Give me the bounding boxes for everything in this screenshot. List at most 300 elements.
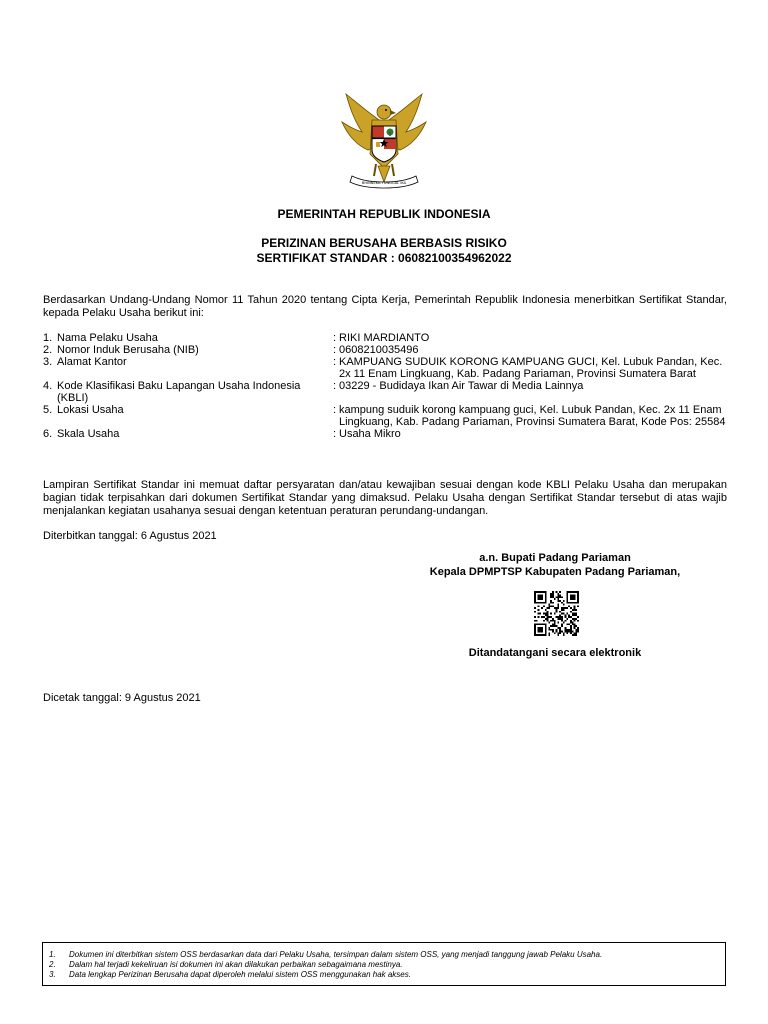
qr-module — [570, 629, 572, 631]
qr-module — [552, 602, 554, 604]
qr-module — [574, 620, 576, 622]
qr-module — [559, 600, 561, 602]
qr-module — [547, 613, 549, 615]
footnote-text: Data lengkap Perizinan Berusaha dapat diperoleh melalui sistem OSS menggunakan hak akses. — [69, 970, 411, 979]
qr-module — [568, 616, 570, 618]
footnote-number: 3. — [49, 970, 56, 979]
qr-module — [575, 634, 577, 636]
qr-module — [566, 598, 568, 600]
qr-module — [545, 613, 547, 615]
qr-module — [545, 631, 547, 633]
qr-module — [570, 591, 572, 593]
qr-module — [570, 607, 572, 609]
emblem-motto: BHINNEKA TUNGGAL IKA — [361, 181, 407, 185]
qr-module — [552, 618, 554, 620]
qr-module — [577, 616, 579, 618]
qr-module — [557, 593, 559, 595]
qr-module — [561, 596, 563, 598]
qr-module — [548, 634, 550, 636]
qr-module — [559, 591, 561, 593]
field-value: Usaha Mikro — [339, 428, 401, 440]
qr-module — [565, 629, 567, 631]
qr-module — [561, 609, 563, 611]
qr-module — [547, 607, 549, 609]
qr-module — [572, 602, 574, 604]
qr-code-icon[interactable] — [534, 591, 579, 636]
qr-module — [572, 631, 574, 633]
qr-module — [577, 595, 579, 597]
qr-module — [538, 629, 540, 631]
qr-module — [557, 605, 559, 607]
qr-module — [543, 634, 545, 636]
qr-module — [572, 613, 574, 615]
qr-module — [563, 609, 565, 611]
field-number: 3. — [43, 356, 53, 368]
qr-module — [574, 591, 576, 593]
qr-module — [572, 623, 574, 625]
qr-module — [556, 611, 558, 613]
qr-module — [574, 625, 576, 627]
qr-module — [554, 598, 556, 600]
qr-module — [557, 634, 559, 636]
field-colon: : — [333, 332, 337, 344]
qr-module — [548, 607, 550, 609]
qr-module — [574, 627, 576, 629]
field-row-kbli — [43, 380, 733, 404]
qr-module — [534, 616, 536, 618]
field-number: 4. — [43, 380, 53, 392]
qr-module — [566, 632, 568, 634]
footnote-item — [49, 960, 719, 970]
qr-module — [568, 591, 570, 593]
qr-module — [539, 598, 541, 600]
qr-module — [541, 595, 543, 597]
qr-module — [534, 623, 536, 625]
field-colon: : — [333, 404, 337, 416]
qr-module — [541, 627, 543, 629]
qr-module — [565, 616, 567, 618]
qr-module — [574, 623, 576, 625]
qr-module — [538, 605, 540, 607]
qr-module — [566, 629, 568, 631]
qr-module — [534, 627, 536, 629]
qr-module — [557, 595, 559, 597]
qr-module — [534, 631, 536, 633]
qr-module — [574, 596, 576, 598]
field-row-business-scale — [43, 428, 733, 440]
qr-module — [561, 623, 563, 625]
qr-module — [545, 609, 547, 611]
qr-module — [557, 598, 559, 600]
qr-module — [575, 625, 577, 627]
field-value: 0608210035496 — [339, 344, 419, 356]
government-heading: PEMERINTAH REPUBLIK INDONESIA — [277, 207, 491, 221]
qr-module — [548, 622, 550, 624]
qr-module — [574, 614, 576, 616]
qr-module — [538, 631, 540, 633]
qr-module — [550, 605, 552, 607]
qr-module — [554, 632, 556, 634]
qr-module — [550, 620, 552, 622]
qr-module — [543, 602, 545, 604]
qr-module — [550, 613, 552, 615]
qr-module — [543, 623, 545, 625]
intro-paragraph: Berdasarkan Undang-Undang Nomor 11 Tahun 2020 tentang Cipta Kerja, Pemerintah Republik Indonesia menerbitkan Sertifikat Standar, kepada Pelaku Usaha berikut ini: — [43, 294, 727, 319]
qr-module — [538, 634, 540, 636]
qr-module — [563, 600, 565, 602]
qr-module — [538, 609, 540, 611]
qr-module — [556, 629, 558, 631]
qr-module — [568, 602, 570, 604]
qr-module — [541, 596, 543, 598]
qr-module — [545, 602, 547, 604]
qr-module — [536, 620, 538, 622]
qr-module — [543, 613, 545, 615]
qr-module — [536, 591, 538, 593]
qr-module — [565, 631, 567, 633]
footnote-text: Dalam hal terjadi kekeliruan isi dokumen ini akan dilakukan perbaikan sebagaimana mestinya. — [69, 960, 403, 969]
qr-module — [566, 593, 568, 595]
qr-module — [550, 602, 552, 604]
qr-module — [556, 591, 558, 593]
qr-module — [577, 598, 579, 600]
printed-date: Dicetak tanggal: 9 Agustus 2021 — [43, 692, 201, 704]
qr-module — [545, 629, 547, 631]
business-fields — [43, 332, 733, 440]
qr-module — [547, 611, 549, 613]
qr-module — [552, 593, 554, 595]
qr-module — [568, 629, 570, 631]
qr-module — [545, 596, 547, 598]
qr-module — [539, 634, 541, 636]
qr-module — [572, 614, 574, 616]
qr-module — [577, 631, 579, 633]
qr-module — [557, 622, 559, 624]
qr-module — [566, 600, 568, 602]
qr-module — [572, 595, 574, 597]
qr-module — [547, 618, 549, 620]
qr-module — [538, 598, 540, 600]
qr-module — [575, 632, 577, 634]
qr-module — [570, 622, 572, 624]
qr-module — [539, 591, 541, 593]
qr-module — [552, 595, 554, 597]
qr-module — [550, 625, 552, 627]
qr-module — [538, 623, 540, 625]
field-label: Lokasi Usaha — [57, 404, 124, 416]
field-row-business-location — [43, 404, 733, 428]
qr-module — [557, 627, 559, 629]
qr-module — [574, 613, 576, 615]
qr-module — [543, 620, 545, 622]
qr-module — [556, 625, 558, 627]
qr-module — [559, 632, 561, 634]
qr-module — [566, 602, 568, 604]
qr-module — [575, 609, 577, 611]
qr-module — [570, 598, 572, 600]
qr-module — [541, 591, 543, 593]
qr-module — [566, 618, 568, 620]
qr-module — [534, 596, 536, 598]
qr-module — [554, 607, 556, 609]
qr-module — [577, 596, 579, 598]
qr-module — [545, 634, 547, 636]
qr-module — [574, 602, 576, 604]
qr-module — [554, 622, 556, 624]
qr-module — [554, 625, 556, 627]
qr-module — [572, 591, 574, 593]
qr-module — [534, 620, 536, 622]
qr-module — [538, 596, 540, 598]
field-colon: : — [333, 428, 337, 440]
qr-module — [565, 627, 567, 629]
qr-module — [557, 604, 559, 606]
qr-module — [572, 598, 574, 600]
qr-module — [534, 634, 536, 636]
field-value: RIKI MARDIANTO — [339, 332, 430, 344]
qr-module — [539, 602, 541, 604]
qr-module — [563, 604, 565, 606]
qr-module — [577, 593, 579, 595]
qr-module — [545, 591, 547, 593]
qr-module — [541, 598, 543, 600]
qr-module — [552, 629, 554, 631]
qr-module — [548, 629, 550, 631]
qr-module — [572, 618, 574, 620]
qr-module — [577, 620, 579, 622]
qr-module — [574, 618, 576, 620]
qr-module — [557, 632, 559, 634]
qr-module — [541, 607, 543, 609]
issued-date: Diterbitkan tanggal: 6 Agustus 2021 — [43, 530, 217, 542]
field-number: 1. — [43, 332, 53, 344]
field-number: 5. — [43, 404, 53, 416]
qr-module — [547, 620, 549, 622]
footnote-item — [49, 950, 719, 960]
qr-module — [563, 607, 565, 609]
qr-module — [545, 600, 547, 602]
qr-module — [557, 616, 559, 618]
qr-module — [552, 591, 554, 593]
qr-module — [536, 602, 538, 604]
qr-module — [563, 622, 565, 624]
qr-module — [568, 623, 570, 625]
qr-module — [561, 613, 563, 615]
field-row-office-address — [43, 356, 733, 380]
qr-module — [566, 613, 568, 615]
qr-module — [557, 600, 559, 602]
qr-module — [559, 611, 561, 613]
footnote-text: Dokumen ini diterbitkan sistem OSS berdasarkan data dari Pelaku Usaha, tersimpan dalam sistem OSS, yang menjadi tanggung jawab Pelaku Usaha. — [69, 950, 603, 959]
qr-module — [577, 591, 579, 593]
qr-module — [556, 596, 558, 598]
qr-module — [575, 591, 577, 593]
qr-module — [545, 593, 547, 595]
garuda-emblem-icon — [332, 92, 436, 196]
qr-module — [536, 623, 538, 625]
qr-module — [570, 595, 572, 597]
qr-module — [539, 595, 541, 597]
qr-module — [552, 631, 554, 633]
footnotes-box — [42, 942, 726, 986]
qr-module — [548, 604, 550, 606]
qr-module — [559, 614, 561, 616]
footnote-number: 1. — [49, 950, 56, 959]
qr-module — [541, 634, 543, 636]
qr-module — [545, 623, 547, 625]
qr-module — [538, 613, 540, 615]
qr-module — [538, 595, 540, 597]
qr-module — [545, 627, 547, 629]
qr-module — [554, 623, 556, 625]
qr-module — [552, 605, 554, 607]
qr-module — [559, 595, 561, 597]
qr-module — [545, 595, 547, 597]
qr-module — [574, 607, 576, 609]
qr-module — [575, 602, 577, 604]
qr-module — [565, 620, 567, 622]
qr-module — [545, 618, 547, 620]
field-colon: : — [333, 356, 337, 368]
qr-module — [548, 632, 550, 634]
qr-module — [563, 613, 565, 615]
qr-module — [534, 629, 536, 631]
qr-module — [545, 632, 547, 634]
qr-module — [539, 623, 541, 625]
qr-module — [575, 613, 577, 615]
qr-module — [575, 614, 577, 616]
qr-module — [545, 598, 547, 600]
qr-module — [538, 602, 540, 604]
qr-module — [566, 623, 568, 625]
field-value: 03229 - Budidaya Ikan Air Tawar di Media Lainnya — [339, 380, 584, 392]
qr-module — [554, 620, 556, 622]
qr-module — [552, 625, 554, 627]
qr-module — [559, 627, 561, 629]
qr-module — [556, 609, 558, 611]
certificate-number: SERTIFIKAT STANDAR : 06082100354962022 — [256, 251, 512, 265]
qr-module — [538, 616, 540, 618]
qr-module — [559, 616, 561, 618]
qr-module — [552, 620, 554, 622]
qr-module — [572, 609, 574, 611]
qr-module — [550, 593, 552, 595]
qr-module — [570, 616, 572, 618]
field-label: Alamat Kantor — [57, 356, 127, 368]
qr-module — [550, 596, 552, 598]
signatory-on-behalf: a.n. Bupati Padang Pariaman — [479, 552, 631, 564]
qr-module — [577, 600, 579, 602]
qr-module — [534, 611, 536, 613]
qr-module — [541, 623, 543, 625]
qr-module — [552, 623, 554, 625]
qr-module — [570, 602, 572, 604]
qr-module — [561, 616, 563, 618]
qr-module — [538, 591, 540, 593]
qr-module — [548, 616, 550, 618]
qr-module — [548, 627, 550, 629]
qr-module — [539, 629, 541, 631]
qr-module — [559, 631, 561, 633]
qr-module — [572, 596, 574, 598]
field-label: Skala Usaha — [57, 428, 120, 440]
qr-module — [534, 598, 536, 600]
qr-module — [575, 629, 577, 631]
qr-module — [566, 607, 568, 609]
qr-module — [561, 625, 563, 627]
qr-module — [550, 595, 552, 597]
qr-module — [550, 629, 552, 631]
qr-module — [563, 634, 565, 636]
qr-module — [536, 634, 538, 636]
qr-module — [577, 602, 579, 604]
qr-module — [574, 632, 576, 634]
qr-module — [552, 596, 554, 598]
field-row-name — [43, 332, 733, 344]
qr-module — [568, 605, 570, 607]
qr-module — [561, 602, 563, 604]
field-row-nib — [43, 344, 733, 356]
qr-module — [545, 625, 547, 627]
qr-module — [561, 607, 563, 609]
qr-module — [539, 627, 541, 629]
qr-module — [565, 614, 567, 616]
qr-module — [556, 616, 558, 618]
qr-module — [543, 591, 545, 593]
field-colon: : — [333, 344, 337, 356]
qr-module — [534, 595, 536, 597]
qr-module — [574, 609, 576, 611]
qr-module — [541, 616, 543, 618]
qr-module — [539, 631, 541, 633]
qr-module — [570, 632, 572, 634]
qr-module — [563, 632, 565, 634]
qr-module — [543, 605, 545, 607]
qr-module — [534, 600, 536, 602]
qr-module — [559, 618, 561, 620]
qr-module — [550, 616, 552, 618]
qr-module — [577, 605, 579, 607]
qr-module — [534, 593, 536, 595]
qr-module — [556, 631, 558, 633]
qr-module — [577, 629, 579, 631]
signatory-title: Kepala DPMPTSP Kabupaten Padang Pariaman, — [429, 566, 681, 578]
qr-module — [557, 596, 559, 598]
qr-module — [568, 631, 570, 633]
qr-module — [556, 607, 558, 609]
field-label: Nomor Induk Berusaha (NIB) — [57, 344, 199, 356]
qr-module — [574, 634, 576, 636]
qr-module — [577, 627, 579, 629]
qr-module — [539, 613, 541, 615]
qr-module — [548, 605, 550, 607]
qr-module — [570, 611, 572, 613]
footnote-number: 2. — [49, 960, 56, 969]
qr-module — [550, 600, 552, 602]
qr-module — [572, 622, 574, 624]
qr-module — [565, 607, 567, 609]
qr-module — [574, 595, 576, 597]
qr-module — [574, 598, 576, 600]
closing-paragraph: Lampiran Sertifikat Standar ini memuat daftar persyaratan dan/atau kewajiban sesuai dengan kode KBLI Pelaku Usaha dan merupakan bagian tidak terpisahkan dari dokumen Sertifikat Standar yang dimaksud. Pelaku Usaha dengan Sertifikat Standar tersebut di atas wajib menjalankan kegiatan usahanya sesuai dengan ketentuan peraturan perundang-undangan. — [43, 479, 727, 517]
qr-module — [547, 614, 549, 616]
qr-module — [561, 631, 563, 633]
qr-module — [570, 596, 572, 598]
qr-module — [557, 618, 559, 620]
qr-module — [568, 614, 570, 616]
qr-module — [570, 627, 572, 629]
qr-module — [557, 607, 559, 609]
